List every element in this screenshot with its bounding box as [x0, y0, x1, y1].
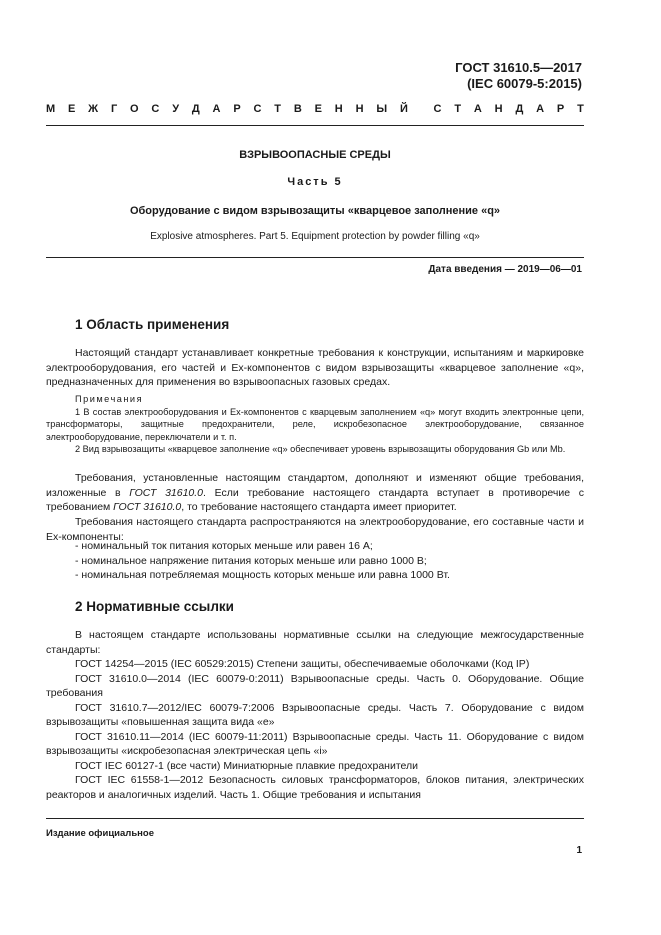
banner-letter: С — [151, 103, 160, 115]
standard-code-block — [455, 60, 582, 92]
banner-letter: Г — [110, 103, 118, 115]
part-label: Часть 5 — [287, 176, 343, 188]
section-1-paragraph-2 — [46, 471, 584, 515]
banner-letter: Н — [355, 103, 364, 115]
banner-letter: С — [253, 103, 262, 115]
banner-letter: В — [293, 103, 302, 115]
list-item: - номинальная потребляемая мощность которых меньше или равна 1000 Вт. — [75, 569, 450, 581]
banner-letter: Н — [494, 103, 503, 115]
reference-item: ГОСТ 31610.7—2012/IEC 60079-7:2006 Взрывоопасные среды. Часть 7. Оборудование с видом взрывозащиты «повышенная защита вида «e» — [46, 701, 584, 728]
paragraph-text — [46, 471, 584, 515]
paragraph-text: Требования настоящего стандарта распространяются на электрооборудование, его составные части и Ех-компоненты: — [46, 516, 584, 543]
standard-code: ГОСТ 31610.5—2017 — [455, 60, 582, 75]
reference-item: ГОСТ 14254—2015 (IEC 60529:2015) Степени защиты, обеспечиваемые оболочками (Код IP) — [75, 658, 530, 670]
header-divider — [46, 125, 584, 126]
document-title: ВЗРЫВООПАСНЫЕ СРЕДЫ — [239, 149, 391, 161]
banner-letter: Ы — [376, 103, 388, 115]
paragraph-text: Настоящий стандарт устанавливает конкретные требования к конструкции, испытаниям и маркировке электрооборудования, его частей и Ех-компонентов с видом взрывозащиты «кварцевое заполнение «q», предназначенных для применения во взрывоопасных газовых средах. — [46, 347, 584, 388]
section-1-notes — [46, 393, 584, 456]
banner-letter: А — [473, 103, 482, 115]
banner-letter: М — [46, 103, 56, 115]
section-1-paragraph-1 — [46, 346, 584, 390]
section-1-heading: 1 Область применения — [75, 317, 230, 332]
banner-letter: Й — [399, 103, 408, 115]
banner-letter: Т — [577, 103, 584, 115]
notes-heading: Примечания — [75, 394, 144, 404]
para-fragment: Требования, установленные настоящим стандартом, дополняют и изменяют общие требования, изложенные в — [46, 472, 584, 499]
list-item: - номинальный ток питания которых меньше или равен 16 А; — [75, 540, 373, 552]
banner-letter: Р — [233, 103, 241, 115]
list-item: - номинальное напряжение питания которых меньше или равно 1000 В; — [75, 554, 427, 567]
banner-letter: Т — [454, 103, 462, 115]
reference-item: ГОСТ IEC 61558-1—2012 Безопасность силовых трансформаторов, блоков питания, электрических реакторов и аналогичных изделий. Часть 1. Общие требования и испытания — [46, 774, 584, 801]
reference-item: ГОСТ 31610.11—2014 (IEC 60079-11:2011) Взрывоопасные среды. Часть 11. Оборудование с видом взрывозащиты «искробезопасная электрическая цепь «i» — [46, 730, 584, 757]
document-subtitle: Оборудование с видом взрывозащиты «кварцевое заполнение «q» — [129, 205, 501, 217]
banner-letter: Т — [274, 103, 282, 115]
banner-letter: Н — [334, 103, 343, 115]
iec-code: (IEC 60079-5:2015) — [467, 76, 582, 91]
para-fragment: , то требование настоящего стандарта имеет приоритет. — [181, 501, 457, 513]
interstate-standard-banner — [46, 103, 584, 115]
banner-letter: С — [433, 103, 442, 115]
para-fragment: . Если требование настоящего стандарта вступает в противоречие с требованием — [46, 486, 584, 513]
note-2: 2 Вид взрывозащиты «кварцевое заполнение «q» обеспечивает уровень взрывозащиты оборудования Gb или Mb. — [75, 444, 566, 454]
banner-letter: Д — [191, 103, 200, 115]
banner-letter: Д — [515, 103, 524, 115]
english-title: Explosive atmospheres. Part 5. Equipment protection by powder filling «q» — [150, 231, 480, 242]
banner-letter: Е — [68, 103, 76, 115]
banner-letter: А — [212, 103, 221, 115]
section-2-references — [46, 628, 584, 802]
references-intro: В настоящем стандарте использованы нормативные ссылки на следующие межгосударственные стандарты: — [46, 629, 584, 656]
section-2-heading: 2 Нормативные ссылки — [75, 599, 234, 614]
banner-letter: О — [130, 103, 139, 115]
banner-letter: Р — [556, 103, 565, 115]
reference-item: ГОСТ IEC 60127-1 (все части) Миниатюрные плавкие предохранители — [75, 759, 419, 772]
page-number: 1 — [576, 845, 582, 856]
standard-reference: ГОСТ 31610.0 — [129, 486, 204, 499]
footer-divider — [46, 818, 584, 819]
reference-item: ГОСТ 31610.0—2014 (IEC 60079-0:2011) Взрывоопасные среды. Часть 0. Оборудование. Общие требования — [46, 672, 584, 699]
note-1: 1 В состав электрооборудования и Ех-компонентов с кварцевым заполнением «q» могут входить электронные цепи, трансформаторы, защитные предохранители, реле, искробезопасное электрооборудование, связанное электрооборудование, переключатели и т. п. — [46, 406, 584, 442]
banner-letter: У — [172, 103, 180, 115]
banner-letter: Ж — [88, 103, 99, 115]
section-1-list — [75, 539, 575, 583]
standard-reference: ГОСТ 31610.0 — [113, 501, 182, 513]
title-divider — [46, 257, 584, 258]
official-edition-label: Издание официальное — [46, 828, 154, 839]
introduction-date: Дата введения — 2019—06—01 — [428, 264, 582, 275]
banner-letter: А — [536, 103, 545, 115]
banner-letter: Е — [314, 103, 322, 115]
